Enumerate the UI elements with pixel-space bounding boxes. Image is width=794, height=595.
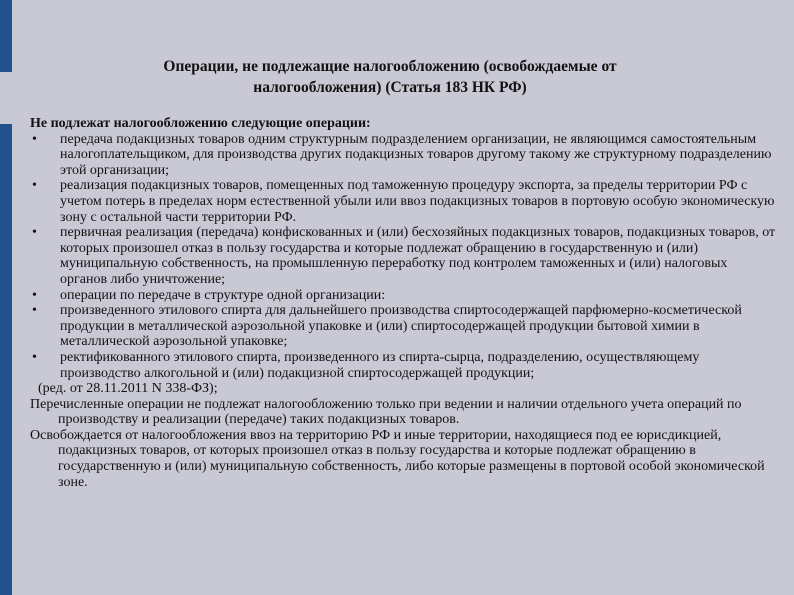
bullet-icon: • — [32, 349, 37, 365]
title-line-2: налогообложения) (Статья 183 НК РФ) — [253, 79, 527, 96]
lead-sentence: Не подлежат налогообложению следующие операции: — [30, 116, 371, 131]
bullet-icon: • — [32, 131, 37, 147]
list-item-text: ректификованного этилового спирта, произведенного из спирта-сырца, подразделению, осуществляющему производство алкогольной и (или) подакцизной спиртосодержащей продукции; — [60, 349, 700, 381]
accent-bar-top — [0, 0, 12, 72]
list-item-text: первичная реализация (передача) конфискованных и (или) бесхозяйных подакцизных товаров, подакцизных товаров, от которых произошел отказ в пользу государства и которые подлежат обращению в государственную и (или) муниципальную собственность, на промышленную переработку под контролем таможенных и (или) налоговых органов либо уничтожение; — [60, 225, 776, 287]
list-item — [30, 132, 776, 179]
accent-bar-bottom — [0, 124, 12, 595]
slide-body — [30, 116, 776, 490]
paragraph-import-exemption: Освобождается от налогообложения ввоз на территорию РФ и иные территории, находящиеся под ее юрисдикцией, подакцизных товаров, от которых произошел отказ в пользу государства и которые подлежат обращению в государственную и (или) муниципальную собственность, либо которые размещены в портовой особой экономической зоне. — [30, 427, 765, 490]
bullet-icon: • — [32, 303, 37, 319]
slide-title — [90, 56, 690, 98]
edition-note: (ред. от 28.11.2011 N 338-ФЗ); — [38, 381, 218, 397]
bullet-icon: • — [32, 287, 37, 303]
list-item — [30, 178, 776, 225]
list-item-text: произведенного этилового спирта для дальнейшего производства спиртосодержащей парфюмерно-косметической продукции в металлической аэрозольной упаковке и (или) спиртосодержащей продукции бытовой химии в металлической аэрозольной упаковке; — [60, 303, 742, 350]
bullet-icon: • — [32, 225, 37, 241]
operations-list — [30, 132, 776, 382]
list-item — [30, 225, 776, 287]
bullet-icon: • — [32, 178, 37, 194]
list-item-text: операции по передаче в структуре одной организации: — [60, 287, 386, 303]
list-item — [30, 350, 776, 381]
paragraph-accounting: Перечисленные операции не подлежат налогообложению только при ведении и наличии отдельного учета операций по производству и реализации (передаче) таких подакцизных товаров. — [30, 396, 742, 428]
list-item — [30, 288, 776, 304]
list-item-text: передача подакцизных товаров одним структурным подразделением организации, не являющимся самостоятельным налогоплательщиком, для производства других подакцизных товаров другому такому же структурному подразделению этой организации; — [60, 131, 772, 178]
title-line-1: Операции, не подлежащие налогообложению (освобождаемые от — [163, 58, 617, 75]
list-item-text: реализация подакцизных товаров, помещенных под таможенную процедуру экспорта, за пределы территории РФ с учетом потерь в пределах норм естественной убыли или ввоз подакцизных товаров в портовую особую экономическую зону с остальной части территории РФ. — [60, 178, 775, 225]
list-item — [30, 303, 776, 350]
